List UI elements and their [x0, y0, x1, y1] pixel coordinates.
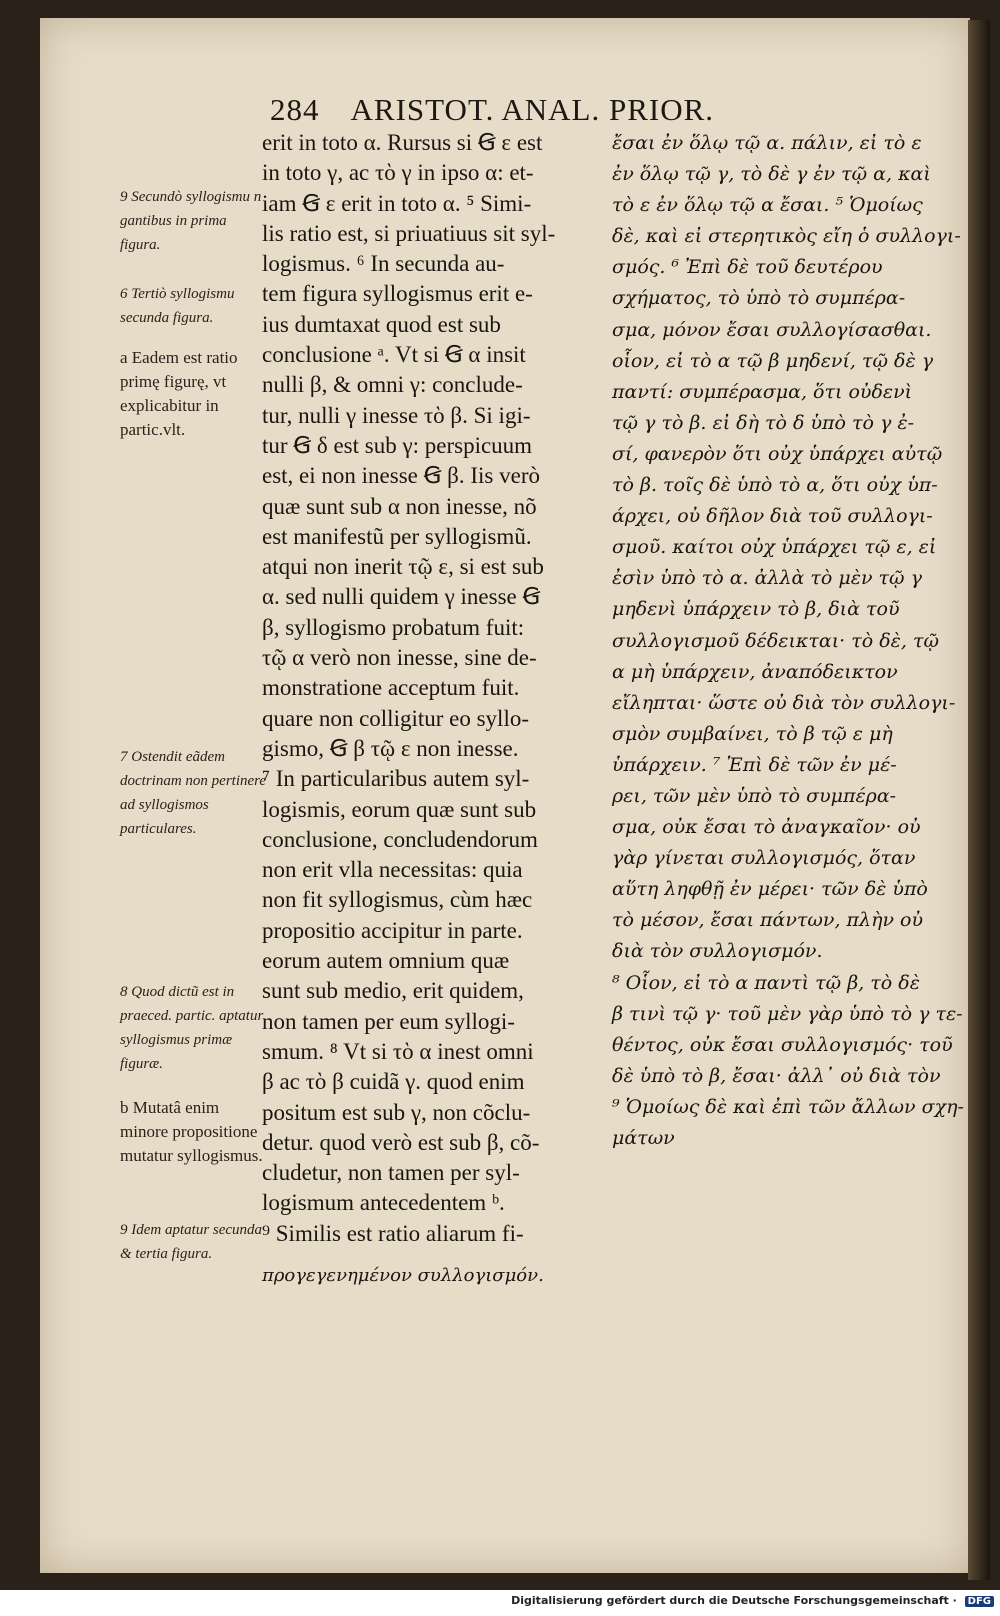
digitization-footer — [0, 1590, 1000, 1616]
text-line: σχήματος, τὸ ὑπὸ τὸ συμπέρα- — [612, 287, 906, 310]
margin-note: 8 Quod dictũ est in praeced. partic. aptatur syllogismus primæ figuræ. — [120, 984, 264, 1072]
margin-note: b Mutatâ enim minore propositione mutatur syllogismus. — [120, 1098, 263, 1165]
text-line: gismo, Ꞡ β τῷ ε non inesse. — [262, 735, 519, 761]
page-edge — [968, 20, 990, 1580]
text-line: άρχει, οὐ δῆλον διὰ τοῦ συλλογι- — [612, 505, 933, 528]
text-line: cludetur, non tamen per syl- — [262, 1160, 520, 1186]
text-line: eorum autem omnium quæ — [262, 948, 510, 974]
text-line: σμός. ⁶ Ἐπὶ δὲ τοῦ δευτέρου — [612, 256, 883, 279]
text-line: ρει, τῶν μὲν ὑπὸ τὸ συμπέρα- — [612, 784, 897, 807]
text-line: ⁸ Οἷον, εἰ τὸ α παντὶ τῷ β, τὸ δὲ — [612, 971, 920, 994]
text-line: erit in toto α. Rursus si Ꞡ ε est — [262, 130, 543, 155]
page-number: 284 — [270, 92, 320, 127]
text-line: αὕτη ληφθῇ ἐν μέρει· τῶν δὲ ὑπὸ — [612, 878, 928, 901]
margin-note: 7 Ostendit eãdem doctrinam non pertinere ad syllogismos particulares. — [120, 749, 267, 837]
text-line: τὸ ε ἐν ὅλῳ τῷ α ἔσαι. ⁵ Ὁμοίως — [612, 194, 923, 217]
running-header — [270, 92, 890, 128]
text-line: τῷ α verò non inesse, sine de- — [262, 645, 537, 671]
text-line: logismus. ⁶ In secunda au- — [262, 251, 505, 277]
latin-text-column — [262, 128, 602, 1249]
text-line: ἐσὶν ὑπὸ τὸ α. ἀλλὰ τὸ μὲν τῷ γ — [612, 567, 922, 590]
text-line: positum est sub γ, non cõclu- — [262, 1099, 531, 1125]
text-line: συλλογισμοῦ δέδεικται· τὸ δὲ, τῷ — [612, 629, 939, 652]
text-line: δὲ, καὶ εἰ στερητικὸς εἴη ὁ συλλογι- — [612, 225, 961, 248]
text-line: propositio accipitur in parte. — [262, 917, 523, 943]
margin-note: 6 Tertiò syllogismu secunda figura. — [120, 286, 235, 326]
text-line: est, ei non inesse Ꞡ β. Iis verò — [262, 463, 540, 489]
text-line: παντί: συμπέρασμα, ὅτι οὐδενὶ — [612, 380, 913, 403]
text-line: detur. quod verò est sub β, cõ- — [262, 1129, 540, 1155]
text-line: quæ sunt sub α non inesse, nõ — [262, 493, 537, 519]
text-line: quare non colligitur eo syllo- — [262, 705, 529, 731]
text-line: smum. ⁸ Vt si τὸ α inest omni — [262, 1038, 534, 1064]
text-line: τῷ γ τὸ β. εἰ δὴ τὸ δ ὑπὸ τὸ γ ἐ- — [612, 411, 915, 434]
text-line: monstratione acceptum fuit. — [262, 675, 520, 701]
catchword: προγεγενημένον συλλογισμόν. — [262, 1265, 544, 1286]
text-line: σμοῦ. καίτοι οὐχ ὑπάρχει τῷ ε, εἰ — [612, 536, 937, 559]
text-line: μάτων — [612, 1127, 675, 1149]
text-line: nulli β, & omni γ: conclude- — [262, 372, 523, 398]
text-line: est manifestũ per syllogismũ. — [262, 523, 532, 549]
text-line: conclusione ᵃ. Vt si Ꞡ α insit — [262, 342, 526, 368]
text-line: εἴληπται· ὥστε οὐ διὰ τὸν συλλογι- — [612, 691, 956, 714]
text-line: ⁹ Ὁμοίως δὲ καὶ ἐπὶ τῶν ἄλλων σχη- — [612, 1095, 964, 1118]
text-line: ἐν ὅλῳ τῷ γ, τὸ δὲ γ ἐν τῷ α, καὶ — [612, 163, 931, 186]
text-line: logismis, eorum quæ sunt sub — [262, 796, 537, 822]
text-line: ius dumtaxat quod est sub — [262, 311, 501, 337]
text-line: tur Ꞡ δ est sub γ: perspicuum — [262, 432, 533, 458]
text-line: α. sed nulli quidem γ inesse Ꞡ — [262, 584, 541, 610]
margin-note: 9 Idem aptatur secunda & tertia figura. — [120, 1222, 263, 1262]
text-line: ⁹ Similis est ratio aliarum fi- — [262, 1220, 524, 1246]
text-line: οἷον, εἰ τὸ α τῷ β μηδενί, τῷ δὲ γ — [612, 349, 934, 372]
text-line: iam Ꞡ ε erit in toto α. ⁵ Simi- — [262, 190, 532, 216]
text-line: β, syllogismo probatum fuit: — [262, 614, 525, 640]
text-line: μηδενὶ ὑπάρχειν τὸ β, διὰ τοῦ — [612, 598, 900, 621]
text-line: non tamen per eum syllogi- — [262, 1008, 515, 1034]
text-line: θέντος, οὐκ ἔσαι συλλογισμός· τοῦ — [612, 1033, 953, 1056]
footer-text: Digitalisierung gefördert durch die Deutsche Forschungsgemeinschaft · — [511, 1594, 957, 1607]
running-title: ARISTOT. ANAL. PRIOR. — [350, 92, 715, 127]
text-line: β τινὶ τῷ γ· τοῦ μὲν γὰρ ὑπὸ τὸ γ τε- — [612, 1002, 963, 1025]
text-line: conclusione, concludendorum — [262, 826, 538, 852]
text-line: tur, nulli γ inesse τὸ β. Si igi- — [262, 402, 531, 428]
text-line: ⁷ In particularibus autem syl- — [262, 766, 530, 792]
margin-note: a Eadem est ratio primę figurę, vt explicabitur in partic.vlt. — [120, 348, 238, 439]
text-line: atqui non inerit τῷ ε, si est sub — [262, 554, 544, 580]
dfg-logo: DFG — [965, 1596, 994, 1607]
text-line: tem figura syllogismus erit e- — [262, 281, 533, 307]
text-line: ἔσαι ἐν ὅλῳ τῷ α. πάλιν, εἰ τὸ ε — [612, 132, 922, 154]
text-line: γὰρ γίνεται συλλογισμός, ὅταν — [612, 847, 916, 870]
text-line: ὑπάρχειν. ⁷ Ἐπὶ δὲ τῶν ἐν μέ- — [612, 753, 897, 776]
text-line: σμὸν συμβαίνει, τὸ β τῷ ε μὴ — [612, 722, 893, 745]
text-line: τὸ μέσον, ἔσαι πάντων, πλὴν οὐ — [612, 909, 924, 932]
text-line: logismum antecedentem ᵇ. — [262, 1190, 505, 1216]
text-line: non fit syllogismus, cùm hæc — [262, 887, 533, 913]
text-line: διὰ τὸν συλλογισμόν. — [612, 940, 823, 963]
text-line: lis ratio est, si priuatiuus sit syl- — [262, 220, 556, 246]
text-line: in toto γ, ac τὸ γ in ipso α: et- — [262, 160, 534, 186]
text-line: α μὴ ὑπάρχειν, ἀναπόδεικτον — [612, 660, 898, 683]
greek-text-column — [612, 128, 964, 1154]
text-line: σμα, μόνον ἔσαι συλλογίσασθαι. — [612, 318, 932, 341]
text-line: β ac τὸ β cuidã γ. quod enim — [262, 1069, 525, 1095]
text-line: sunt sub medio, erit quidem, — [262, 978, 524, 1004]
text-line: σμα, οὐκ ἔσαι τὸ ἀναγκαῖον· οὐ — [612, 816, 921, 839]
text-line: σί, φανερὸν ὅτι οὐχ ὑπάρχει αὐτῷ — [612, 442, 943, 465]
text-line: τὸ β. τοῖς δὲ ὑπὸ τὸ α, ὅτι οὐχ ὑπ- — [612, 474, 938, 497]
margin-note: 9 Secundò syllogismu n gantibus in prima figura. — [120, 189, 262, 253]
text-line: non erit vlla necessitas: quia — [262, 857, 523, 883]
text-line: δὲ ὑπὸ τὸ β, ἔσαι· ἀλλ᾽ οὐ διὰ τὸν — [612, 1064, 941, 1087]
